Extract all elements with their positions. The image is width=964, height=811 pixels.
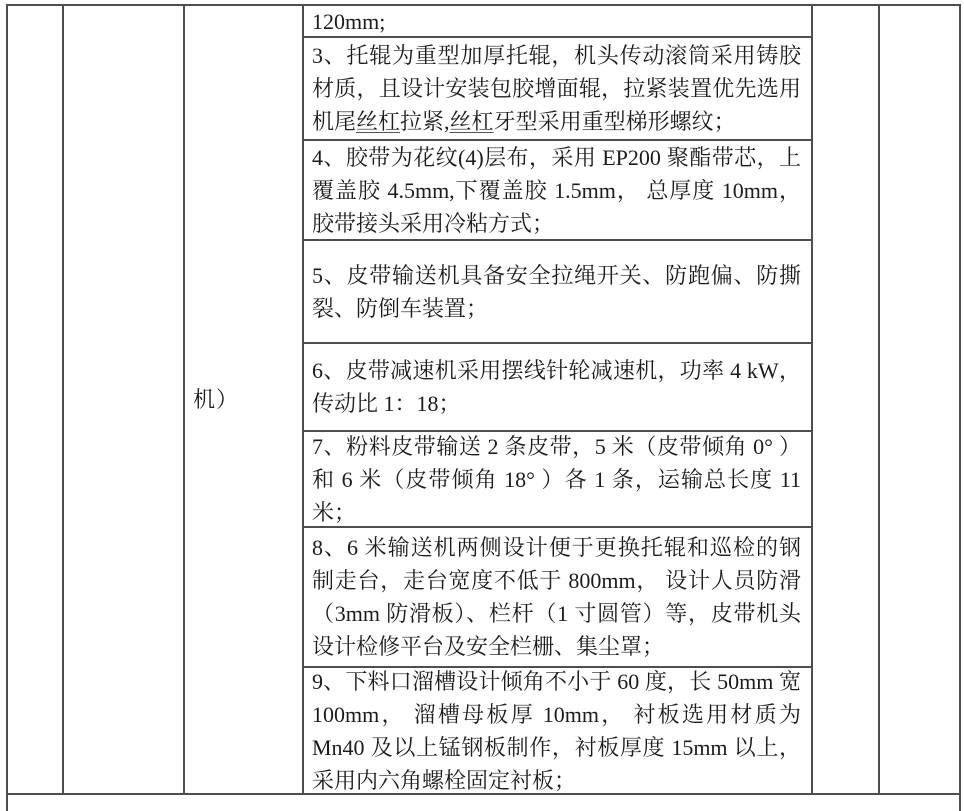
equipment-label-continuation: 机）: [193, 387, 240, 412]
table-column-index: [8, 6, 64, 793]
spec-text-3: [304, 39, 811, 138]
spec-table: [6, 4, 961, 795]
table-column-unit: [813, 6, 880, 793]
spec-row-3: [304, 38, 811, 141]
spec-text-3-part-2-underlined: 丝杠: [356, 109, 401, 134]
table-column-remarks: [880, 6, 959, 793]
spec-text-4: 4、胶带为花纹(4)层布，采用 EP200 聚酯带芯，上覆盖胶 4.5mm,下覆盖胶 1.5mm， 总厚度 10mm， 胶带接头采用冷粘方式；: [312, 144, 801, 236]
spec-text-3-part-1: 3、托辊为重型加厚托辊，机头传动滚筒采用铸胶材质，且设计安装包胶增面辊，拉紧装置优先选用机尾: [312, 43, 801, 134]
table-column-equipment: [185, 6, 304, 793]
spec-row-2-tail: [304, 6, 811, 38]
spec-row-5: [304, 241, 811, 344]
table-column-category: [64, 6, 185, 793]
spec-text-2-tail: 120mm;: [312, 8, 386, 34]
table-footer-row-partial: [6, 795, 961, 811]
spec-text-5: 5、皮带输送机具备安全拉绳开关、防跑偏、防撕裂、防倒车装置；: [312, 262, 801, 321]
spec-text-8: 8、6 米输送机两侧设计便于更换托辊和巡检的钢制走台，走台宽度不低于 800mm， 设计人员防滑（3mm 防滑板）、栏杆（1 寸圆管）等，皮带机头设计检修平台及安全栏栅、集尘罩；: [312, 535, 801, 659]
spec-text-7: 7、粉料皮带输送 2 条皮带，5 米（皮带倾角 0° ）和 6 米（皮带倾角 18° ）各 1 条，运输总长度 11 米；: [312, 433, 801, 525]
spec-text-6: 6、皮带减速机采用摆线针轮减速机，功率 4 kW，传动比 1：18；: [312, 358, 801, 416]
spec-text-3-part-3: 拉紧,: [400, 109, 450, 134]
spec-row-7: [304, 432, 811, 528]
spec-row-9: [304, 668, 811, 793]
spec-row-6: [304, 344, 811, 432]
table-column-specifications: [304, 6, 813, 793]
spec-text-3-part-4-underlined: 丝杠: [449, 109, 494, 134]
spec-text-9: 9、下料口溜槽设计倾角不小于 60 度，长 50mm 宽 100mm， 溜槽母板厚 10mm， 衬板选用材质为 Mn40 及以上锰钢板制作，衬板厚度 15mm 以上，采用内六角螺栓固定衬板；: [312, 668, 801, 793]
spec-text-3-part-5: 牙型采用重型梯形螺纹；: [493, 109, 736, 134]
spec-row-4: [304, 141, 811, 241]
spec-row-8: [304, 528, 811, 668]
